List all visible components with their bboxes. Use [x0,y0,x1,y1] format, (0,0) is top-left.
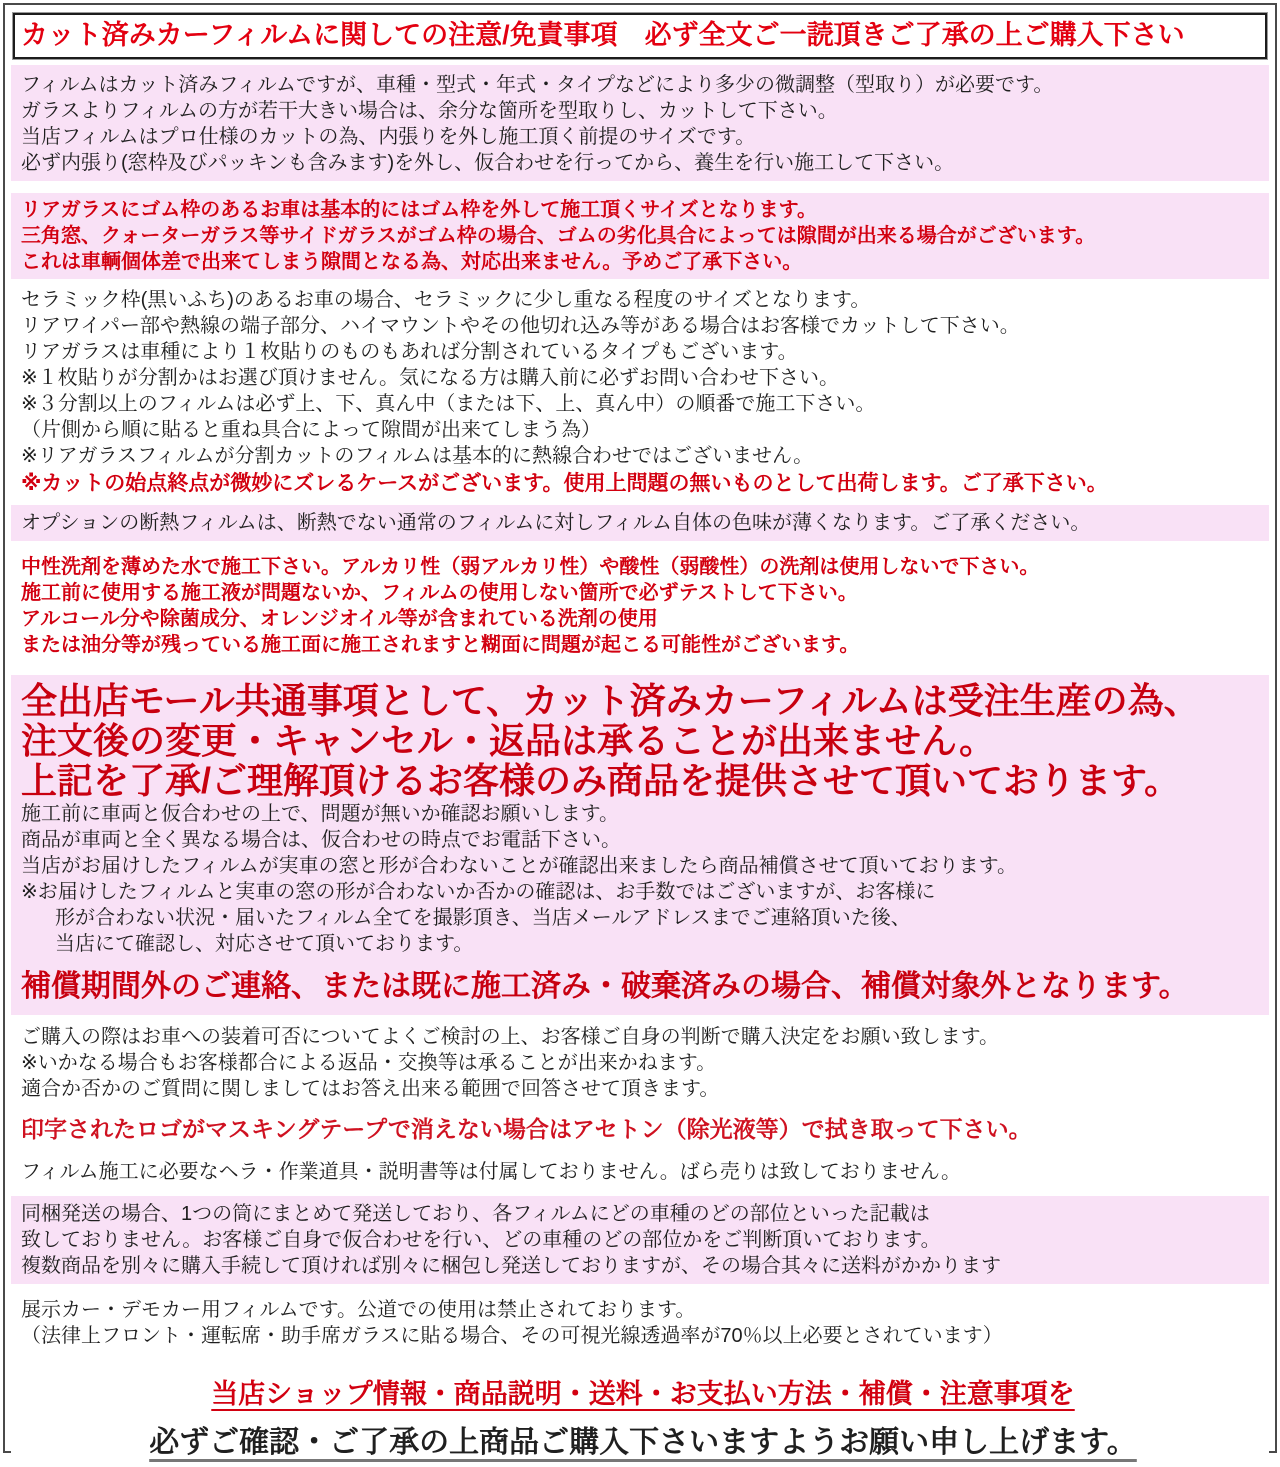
section-bundled-shipping [11,1196,1269,1284]
section-film-intro [11,65,1269,181]
text-line: リアガラスにゴム枠のあるお車は基本的にはゴム枠を外して施工頂くサイズとなります。 [21,199,817,221]
text-line: 商品が車両と全く異なる場合は、仮合わせの時点でお電話下さい。 [21,829,621,851]
text-line: （法律上フロント・運転席・助手席ガラスに貼る場合、その可視光線透過率が70％以上必要とされています） [21,1325,1003,1347]
text-line: （片側から順に貼ると重ね具合によって隙間が出来てしまう為） [21,419,601,441]
text-line: 展示カー・デモカー用フィルムです。公道での使用は禁止されております。 [21,1299,696,1321]
section-tools [11,1155,1269,1189]
text-line: 必ずご確認・ご了承の上商品ご購入下さいますようお願い申し上げます。 [149,1426,1137,1459]
text-line: 注文後の変更・キャンセル・返品は承ることが出来ません。 [21,720,996,761]
text-line: 補償期間外のご連絡、または既に施工済み・破棄済みの場合、補償対象外となります。 [21,970,1189,1003]
text-line: フィルム施工に必要なヘラ・作業道具・説明書等は付属しておりません。ばら売りは致しておりません。 [21,1161,961,1183]
text-line: 必ず内張り(窓枠及びパッキンも含みます)を外し、仮合わせを行ってから、養生を行い施工して下さい。 [21,152,955,174]
text-line: 致しておりません。お客様ご自身で仮合わせを行い、どの車種のどの部位かをご判断頂いております。 [21,1229,941,1251]
text-line: 全出店モール共通事項として、カット済みカーフィルムは受注生産の為、 [21,680,1200,721]
text-line: ※リアガラスフィルムが分割カットのフィルムは基本的に熱線合わせではございません。 [21,445,814,467]
text-line: ガラスよりフィルムの方が若干大きい場合は、余分な箇所を型取りし、カットして下さい。 [21,100,838,122]
text-line: これは車輌個体差で出来てしまう隙間となる為、対応出来ません。予めご了承下さい。 [21,251,803,273]
section-display-car [11,1293,1269,1353]
text-line: 印字されたロゴがマスキングテープで消えない場合はアセトン（除光液等）で拭き取って下さい。 [21,1116,1032,1142]
page-title: カット済みカーフィルムに関しての注意/免責事項 必ず全文ご一読頂きご了承の上ご購入下さい [21,20,1185,51]
text-line: 同梱発送の場合、1つの筒にまとめて発送しており、各フィルムにどの車種のどの部位といった記載は [21,1203,930,1225]
text-line: 当店フィルムはプロ仕様のカットの為、内張りを外し施工頂く前提のサイズです。 [21,126,756,148]
text-line: ※１枚貼りが分割かはお選び頂けません。気になる方は購入前に必ずお問い合わせ下さい。 [21,367,839,389]
text-line: 当店にて確認し、対応させて頂いております。 [55,933,474,955]
section-purchase-decision [11,1015,1269,1106]
shop-info-link[interactable]: 当店ショップ情報・商品説明・送料・お支払い方法・補償・注意事項を [211,1379,1075,1409]
page-title-box [13,13,1267,59]
text-line: ※３分割以上のフィルムは必ず上、下、真ん中（または下、上、真ん中）の順番で施工下さい。 [21,393,876,415]
section-mall-common [11,675,1269,1015]
text-line: または油分等が残っている施工面に施工されますと糊面に問題が起こる可能性がございます。 [21,634,860,656]
text-line: リアワイパー部や熱線の端子部分、ハイマウントやその他切れ込み等がある場合はお客様でカットして下さい。 [21,315,1020,337]
text-line: 適合か否かのご質問に関しましてはお答え出来る範囲で回答させて頂きます。 [21,1078,720,1100]
section-detergent [11,541,1269,671]
text-line: 施工前に車両と仮合わせの上で、問題が無いか確認お願いします。 [21,803,619,825]
text-line: 複数商品を別々に購入手続して頂ければ別々に梱包し発送しておりますが、その場合其々に送料がかかります [21,1255,1001,1277]
text-line: フィルムはカット済みフィルムですが、車種・型式・年式・タイプなどにより多少の微調整（型取り）が必要です。 [21,74,1054,96]
notice-page [3,3,1277,1459]
text-line: 施工前に使用する施工液が問題ないか、フィルムの使用しない箇所で必ずテストして下さい。 [21,582,858,604]
section-insulation [11,505,1269,541]
text-line: 三角窓、クォーターガラス等サイドガラスがゴム枠の場合、ゴムの劣化具合によっては隙間が出来る場合がございます。 [21,225,1096,247]
notice-sections [11,65,1269,1467]
section-printed-logo [11,1110,1269,1148]
text-line: 上記を了承/ご理解頂けるお客様のみ商品を提供させて頂いております。 [21,760,1181,801]
text-line: オプションの断熱フィルムは、断熱でない通常のフィルムに対しフィルム自体の色味が薄くなります。ご了承ください。 [21,512,1091,534]
section-footer [11,1373,1269,1467]
text-line: アルコール分や除菌成分、オレンジオイル等が含まれている洗剤の使用 [21,608,658,630]
text-line: ご購入の際はお車への装着可否についてよくご検討の上、お客様ご自身の判断で購入決定をお願い致します。 [21,1026,999,1048]
text-line: セラミック枠(黒いふち)のあるお車の場合、セラミックに少し重なる程度のサイズとなります。 [21,289,871,311]
section-ceramic [11,279,1269,505]
text-line: ※カットの始点終点が微妙にズレるケースがございます。使用上問題の無いものとして出荷します。ご了承下さい。 [21,472,1108,495]
text-line: 中性洗剤を薄めた水で施工下さい。アルカリ性（弱アルカリ性）や酸性（弱酸性）の洗剤は使用しないで下さい。 [21,556,1040,578]
text-line: ※いかなる場合もお客様都合による返品・交換等は承ることが出来かねます。 [21,1052,717,1074]
section-rubber-frame [11,193,1269,279]
text-line: リアガラスは車種により１枚貼りのものもあれば分割されているタイプもございます。 [21,341,798,363]
text-line: 形が合わない状況・届いたフィルム全てを撮影頂き、当店メールアドレスまでご連絡頂いた後、 [55,907,911,929]
text-line: ※お届けしたフィルムと実車の窓の形が合わないか否かの確認は、お手数ではございますが、お客様に [21,881,936,903]
text-line: 当店がお届けしたフィルムが実車の窓と形が合わないことが確認出来ましたら商品補償させて頂いております。 [21,855,1017,877]
